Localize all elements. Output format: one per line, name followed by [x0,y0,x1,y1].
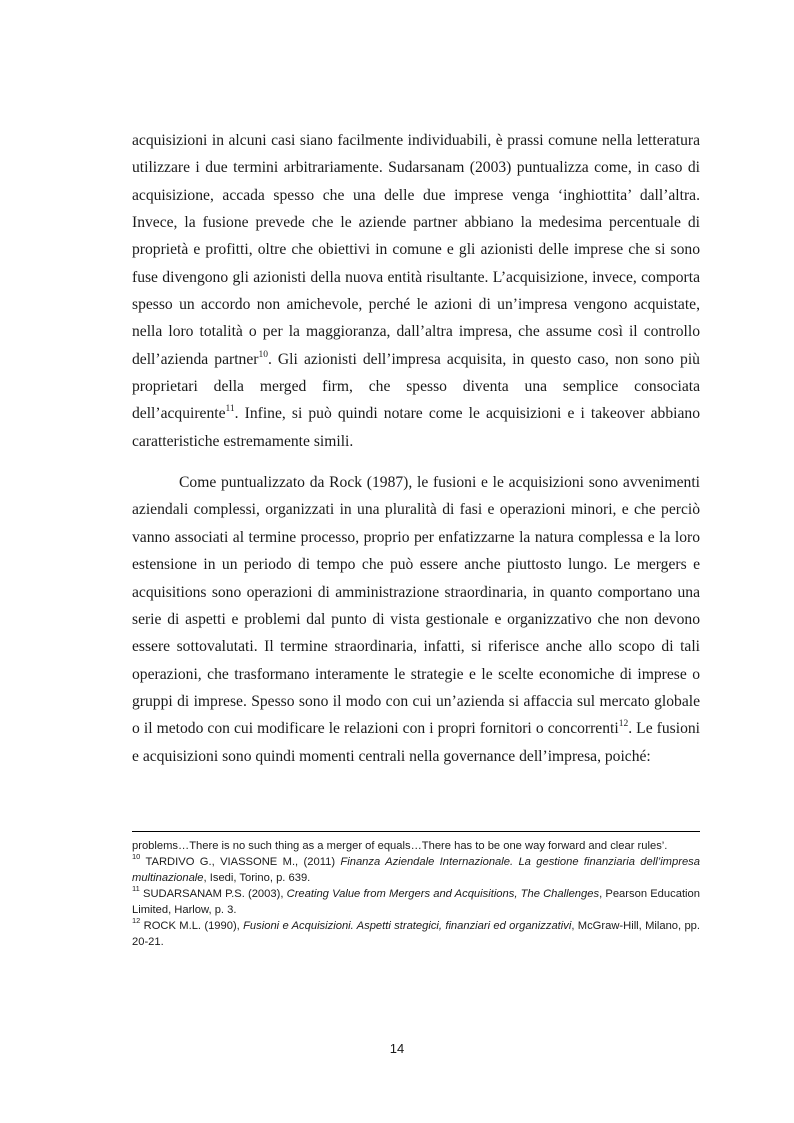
paragraph-1-text-b: . Gli azionisti dell’impresa acquisita, in questo caso, non sono più proprietari della merged firm, che spesso diventa una semplice consociata dell’acquirente [132,350,700,423]
footnote-10-authors: TARDIVO G., VIASSONE M., (2011) [140,856,341,868]
footnote-11-title: Creating Value from Mergers and Acquisitions, The Challenges [286,888,600,900]
body-text [132,127,700,770]
footnote-continuation: problems…There is no such thing as a merger of equals…There has to be one way forward and clear rules’. [132,840,668,852]
paragraph-2-text-a: Come puntualizzato da Rock (1987), le fusioni e le acquisizioni sono avvenimenti aziendali complessi, organizzati in una pluralità di fasi e operazioni minori, e che perciò vanno associati al termine processo, proprio per enfatizzarne la natura complessa e la loro estensione in un periodo di tempo che può essere anche piuttosto lungo. Le mergers e acquisitions sono operazioni di amministrazione straordinaria, in quanto comportano una serie di aspetti e problemi dal punto di vista gestionale e organizzativo che non devono essere sottovalutati. Il termine straordinaria, infatti, si riferisce anche allo scopo di tali operazioni, che trasformano interamente le strategie e le scelte economiche di imprese o gruppi di imprese. Spesso sono il modo con cui un’azienda si affaccia sul mercato globale o il metodo con cui modificare le relazioni con i propri fornitori o concorrenti [132,474,700,738]
footnote-ref-11[interactable]: 11 [225,404,235,415]
footnote-separator [132,831,700,832]
footnote-10-title: Finanza Aziendale Internazionale. La gestione finanziaria dell’impresa multinazionale [132,856,700,884]
footnotes [132,838,700,950]
footnote-11-authors: SUDARSANAM P.S. (2003), [139,888,287,900]
footnote-number-10: 10 [132,852,141,862]
footnote-number-12: 12 [132,916,141,926]
footnote-12 [132,918,700,950]
paragraph-1-text-c: . Infine, si può quindi notare come le acquisizioni e i takeover abbiano caratteristiche estremamente simili. [132,405,700,450]
paragraph-1 [132,127,700,455]
footnote-ref-10[interactable]: 10 [258,349,268,360]
footnote-12-title: Fusioni e Acquisizioni. Aspetti strategici, finanziari ed organizzativi [243,920,572,932]
paragraph-2 [132,469,700,770]
footnote-number-11: 11 [132,884,140,894]
footnote-10-publisher: , Isedi, Torino, p. 639. [203,872,311,884]
page-number: 14 [389,1041,405,1056]
footnote-10 [132,854,700,886]
footnote-12-publisher: , McGraw-Hill, Milano, pp. 20-21. [132,920,700,948]
footnote-11-publisher: , Pearson Education Limited, Harlow, p. 3. [132,888,700,916]
footnote-11 [132,886,700,918]
paragraph-2-text-b: . Le fusioni e acquisizioni sono quindi momenti centrali nella governance dell’impresa, poiché: [132,720,700,765]
paragraph-1-text-a: acquisizioni in alcuni casi siano facilmente individuabili, è prassi comune nella letteratura utilizzare i due termini arbitrariamente. Sudarsanam (2003) puntualizza come, in caso di acquisizione, accada spesso che una delle due imprese venga ‘inghiottita’ dall’altra. Invece, la fusione prevede che le aziende partner abbiano la medesima percentuale di proprietà e profitti, oltre che obiettivi in comune e gli azionisti delle imprese che si sono fuse divengono gli azionisti della nuova entità risultante. L’acquisizione, invece, comporta spesso un accordo non amichevole, perché le azioni di un’impresa vengono acquistate, nella loro totalità o per la maggioranza, dall’altra impresa, che assume così il controllo dell’azienda partner [132,132,700,368]
footnote-ref-12[interactable]: 12 [618,719,629,730]
footnote-12-authors: ROCK M.L. (1990), [140,920,244,932]
